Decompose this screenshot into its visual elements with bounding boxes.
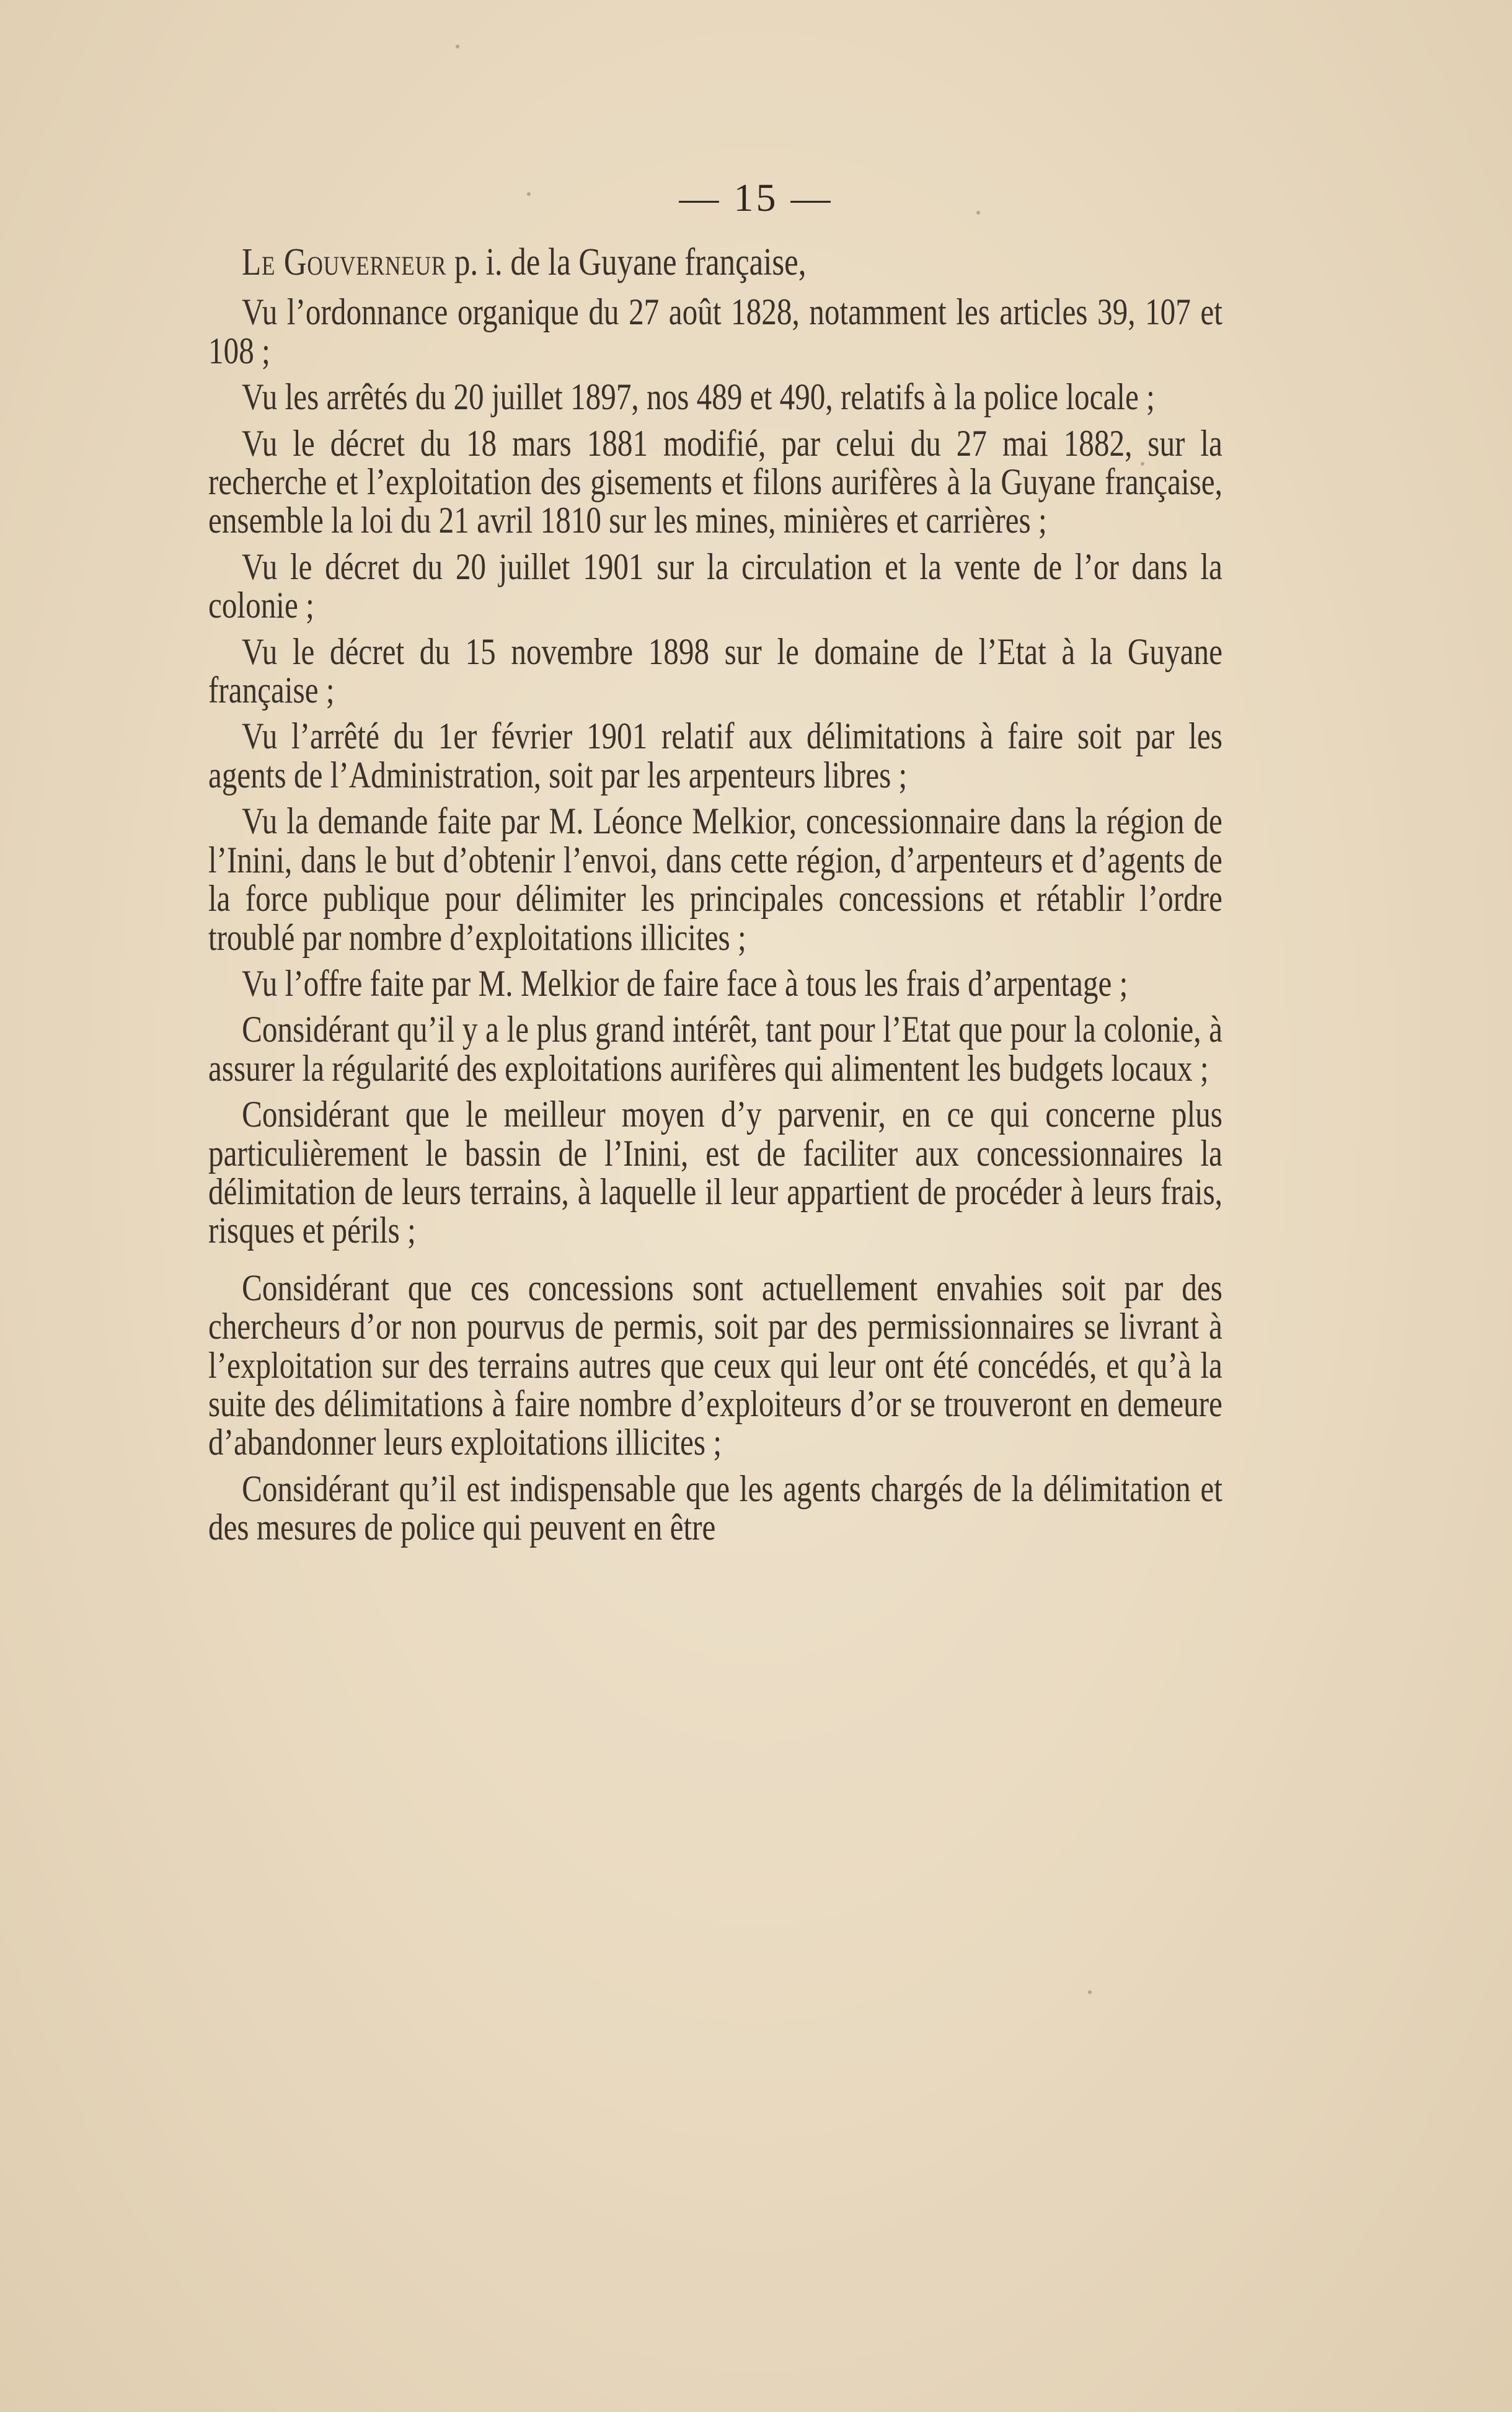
paragraph: Vu le décret du 18 mars 1881 modifié, par celui du 27 mai 1882, sur la recherche et l’exploitation des gisements et filons aurifères à la Guyane française, ensemble la loi du 21 avril 1810 sur les mines, minières et carrières ; [208, 422, 1222, 541]
paper-speck [456, 45, 459, 48]
paragraph: Considérant que le meilleur moyen d’y parvenir, en ce qui concerne plus particulièrement le bassin de l’Inini, est de faciliter aux concessionnaires la délimitation de leurs terrains, à laquelle il leur appartient de procéder à leurs frais, risques et périls ; [208, 1094, 1222, 1251]
paragraph: Vu le décret du 15 novembre 1898 sur le domaine de l’Etat à la Guyane française ; [208, 631, 1222, 711]
paragraph: Vu l’ordonnance organique du 27 août 1828, notamment les articles 39, 107 et 108 ; [208, 291, 1222, 371]
paragraph: Considérant qu’il est indispensable que les agents chargés de la délimitation et des mesures de police qui peuvent en être [208, 1468, 1222, 1548]
heading-title: Le Gouverneur [242, 241, 447, 283]
heading [208, 243, 1222, 282]
paragraph: Considérant que ces concessions sont actuellement envahies soit par des chercheurs d’or non pourvus de permis, soit par des permissionnaires se livrant à l’exploitation sur des terrains autres que ceux qui leur ont été concédés, et qu’à la suite des délimitations à faire nombre d’exploiteurs d’or se trouveront en demeure d’abandonner leurs exploitations illicites ; [208, 1267, 1222, 1463]
paragraph: Vu l’offre faite par M. Melkior de faire face à tous les frais d’arpentage ; [242, 962, 1128, 1004]
paragraph: Vu la demande faite par M. Léonce Melkior, concessionnaire dans la région de l’Inini, dans le but d’obtenir l’envoi, dans cette région, d’arpenteurs et d’agents de la force publique pour délimiter les principales concessions et rétablir l’ordre troublé par nombre d’exploitations illicites ; [208, 800, 1222, 958]
decree-text [208, 243, 1222, 1554]
heading-rest: p. i. de la Guyane française, [446, 241, 807, 283]
page-number: — 15 — [679, 175, 833, 219]
paragraph: Considérant qu’il y a le plus grand intérêt, tant pour l’Etat que pour la colonie, à assurer la régularité des exploitations aurifères qui alimentent les budgets locaux ; [208, 1009, 1222, 1089]
paragraph: Vu le décret du 20 juillet 1901 sur la circulation et la vente de l’or dans la colonie ; [208, 546, 1222, 626]
paper-speck [1088, 1990, 1092, 1994]
paragraph: Vu les arrêtés du 20 juillet 1897, nos 489 et 490, relatifs à la police locale ; [242, 376, 1155, 418]
paragraph: Vu l’arrêté du 1er février 1901 relatif aux délimitations à faire soit par les agents de l’Administration, soit par les arpenteurs libres ; [208, 716, 1222, 796]
